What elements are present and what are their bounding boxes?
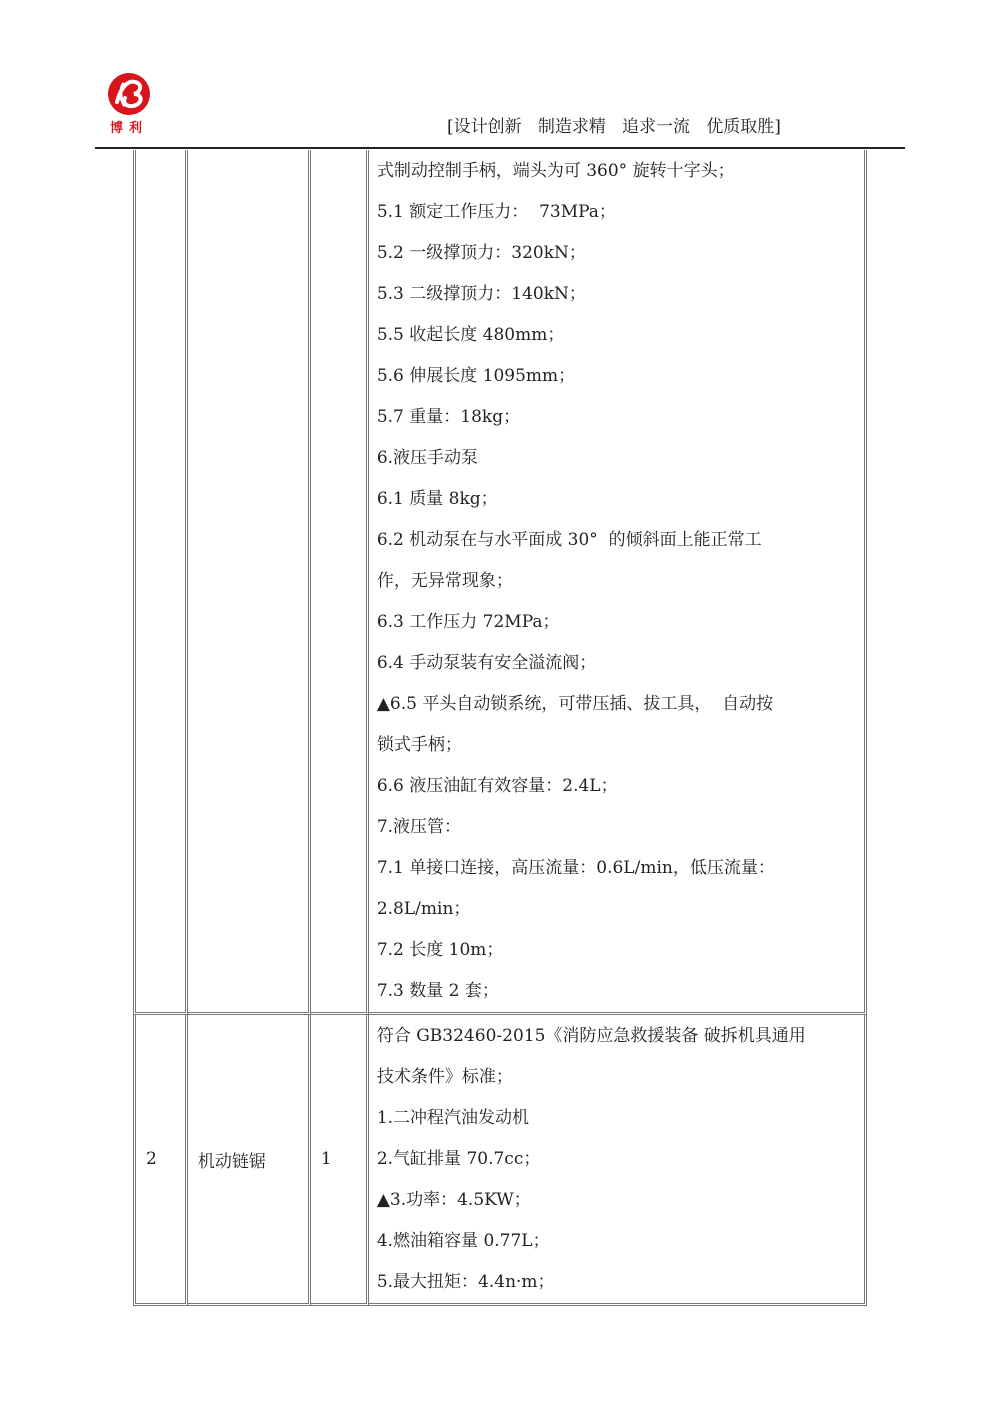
spec-line: 作，无异常现象；: [376, 571, 513, 591]
row-number-cell: [133, 1015, 188, 1306]
row-number-cell: [133, 150, 188, 1015]
quantity-cell: [311, 150, 369, 1015]
logo-text: 博利: [109, 121, 148, 136]
spec-cell: [369, 150, 867, 1015]
item-name-cell: [188, 1015, 311, 1306]
spec-line: 技术条件》标准；: [376, 1067, 513, 1087]
spec-cell: [369, 1015, 867, 1306]
spec-line: 2.8L/min；: [376, 899, 471, 919]
spec-line: 5.2 一级撑顶力：320kN；: [376, 243, 586, 263]
item-name-cell: [188, 150, 311, 1015]
table-row: [133, 1015, 867, 1306]
spec-table: [133, 150, 867, 1306]
spec-line: 7.1 单接口连接，高压流量：0.6L/min，低压流量：: [376, 858, 775, 878]
spec-line: 5.最大扭矩：4.4n·m；: [376, 1272, 555, 1292]
spec-line: 5.7 重量：18kg；: [376, 407, 521, 427]
spec-line: 5.6 伸展长度 1095mm；: [376, 366, 576, 386]
table-row: [133, 150, 867, 1015]
company-slogan: [设计创新 制造求精 追求一流 优质取胜]: [447, 117, 781, 137]
spec-line: 6.液压手动泵: [376, 448, 479, 468]
spec-line: 5.3 二级撑顶力：140kN；: [376, 284, 586, 304]
spec-line: 1.二冲程汽油发动机: [376, 1108, 530, 1128]
spec-line: 5.1 额定工作压力： 73MPa；: [376, 202, 616, 222]
spec-line: 符合 GB32460-2015《消防应急救援装备 破拆机具通用: [376, 1026, 806, 1046]
spec-line: 5.5 收起长度 480mm；: [376, 325, 565, 345]
spec-line: 锁式手柄；: [376, 735, 462, 755]
spec-line: 6.1 质量 8kg；: [376, 489, 498, 509]
spec-line: 4.燃油箱容量 0.77L；: [376, 1231, 550, 1251]
spec-line: 6.2 机动泵在与水平面成 30° 的倾斜面上能正常工: [376, 530, 762, 550]
row-number-cell-text: 2: [146, 1149, 157, 1169]
spec-line: 2.气缸排量 70.7cc；: [376, 1149, 541, 1169]
spec-line: 6.6 液压油缸有效容量：2.4L；: [376, 776, 618, 796]
spec-line: 7.液压管：: [376, 817, 462, 837]
header-divider: [95, 147, 905, 149]
spec-line: 式制动控制手柄，端头为可 360° 旋转十字头；: [376, 161, 735, 181]
quantity-cell: [311, 1015, 369, 1306]
company-logo: [103, 72, 155, 134]
spec-line: ▲6.5 平头自动锁系统，可带压插、拔工具， 自动按: [376, 694, 774, 714]
spec-line: ▲3.功率：4.5KW；: [376, 1190, 531, 1210]
spec-line: 7.3 数量 2 套；: [376, 981, 499, 1001]
spec-line: 6.4 手动泵装有安全溢流阀；: [376, 653, 597, 673]
spec-line: 7.2 长度 10m；: [376, 940, 504, 960]
spec-line: 6.3 工作压力 72MPa；: [376, 612, 560, 632]
quantity-cell-text: 1: [320, 1149, 332, 1169]
item-name-cell-text: 机动链锯: [197, 1151, 266, 1172]
logo-mark-icon: [103, 72, 155, 118]
